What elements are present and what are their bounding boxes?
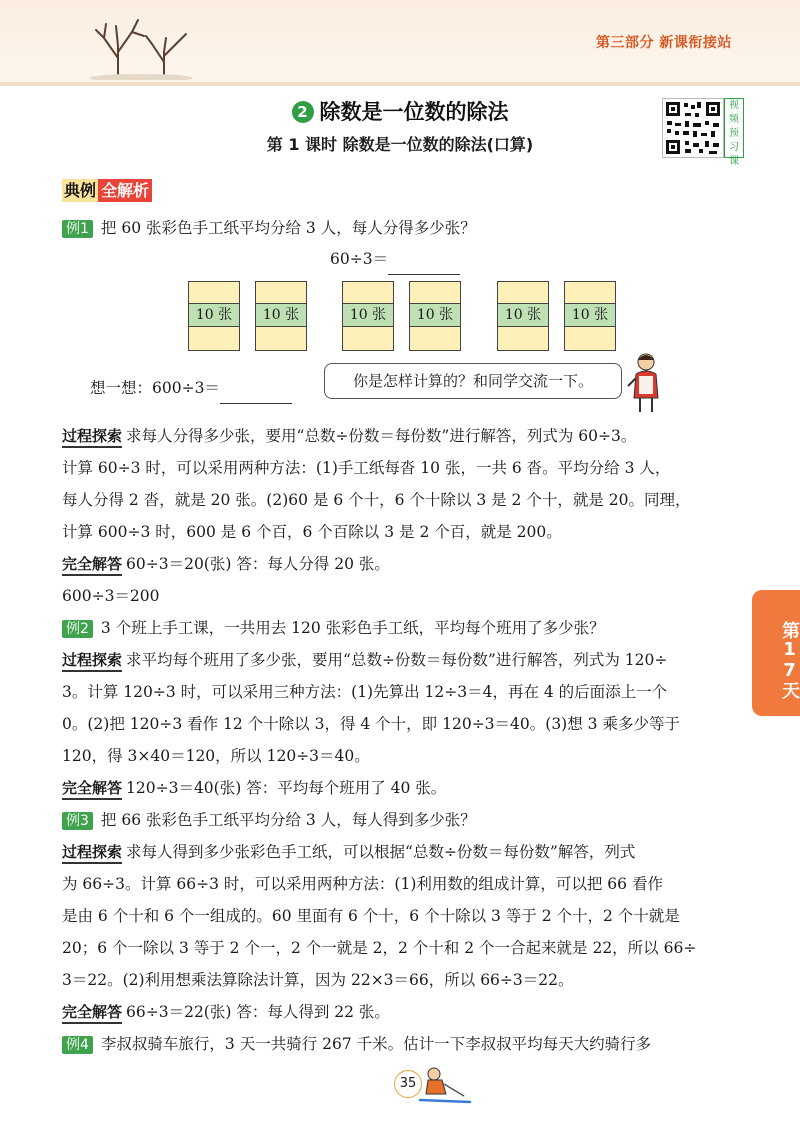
ex1-process-text: 求每人分得多少张，要用“总数÷份数＝每份数”进行解答，列式为 60÷3。 (126, 427, 637, 445)
ex2-question: 3 个班上手工课，一共用去 120 张彩色手工纸，平均每个班用了多少张？ (100, 619, 605, 637)
ex2-process-line-4: 120，得 3×40＝120，所以 120÷3＝40。 (62, 747, 370, 765)
section-title-text: 除数是一位数的除法 (319, 100, 509, 124)
card-label: 10 张 (189, 303, 239, 327)
ex3-process-line-1 (62, 836, 635, 868)
qr-side-label: 视频预习课 (724, 98, 744, 158)
paper-stack-card (564, 281, 616, 351)
ex3-process-line-4: 20；6 个一除以 3 等于 2 个一，2 个一就是 2，2 个十和 2 个一合起来就是 22，所以 66÷ (62, 939, 697, 957)
page-number: 35 (394, 1070, 422, 1098)
ex2-answer-line (62, 772, 446, 804)
ex3-answer-tag: 完全解答 (62, 1003, 122, 1024)
ex1-equation-line (330, 243, 460, 275)
ex3-process-line-3: 是由 6 个十和 6 个一组成的。60 里面有 6 个十，6 个十除以 3 等于 2 个十，2 个十就是 (62, 907, 680, 925)
badge-part1: 典例 (64, 181, 97, 200)
ex1-tag: 例1 (62, 220, 93, 238)
paper-stack-card (497, 281, 549, 351)
card-label: 10 张 (343, 303, 393, 327)
ex1-question: 把 60 张彩色手工纸平均分给 3 人，每人分得多少张？ (100, 219, 476, 237)
speech-bubble: 你是怎样计算的？和同学交流一下。 (324, 363, 622, 399)
ex1-think-line (90, 372, 292, 404)
ex1-answer-tag: 完全解答 (62, 555, 122, 576)
ex2-process-text: 求平均每个班用了多少张，要用“总数÷份数＝每份数”进行解答，列式为 120÷ (126, 651, 668, 669)
ex1-equation: 60÷3＝ (330, 250, 389, 268)
badge-part2: 全解析 (98, 179, 152, 202)
ex1-answer-line-2: 600÷3＝200 (62, 587, 160, 605)
paper-stack-card (409, 281, 461, 351)
paper-stack-card (188, 281, 240, 351)
ex3-tag: 例3 (62, 812, 93, 830)
card-label: 10 张 (565, 303, 615, 327)
ex3-answer-line (62, 996, 390, 1028)
ex2-process-line-2: 3。计算 120÷3 时，可以采用三种方法：(1)先算出 12÷3＝4，再在 4 的后面添上一个 (62, 683, 668, 701)
ex3-process-text: 求每人得到多少张彩色手工纸，可以根据“总数÷份数＝每份数”解答，列式 (126, 843, 636, 861)
examples-badge (62, 178, 152, 201)
ex4-tag: 例4 (62, 1036, 93, 1054)
part-label: 第三部分 新课衔接站 (596, 35, 732, 51)
ex1-question-line (62, 212, 476, 244)
ex2-question-line (62, 612, 605, 644)
ex1-think: 想一想：600÷3＝ (90, 379, 220, 397)
card-label: 10 张 (410, 303, 460, 327)
ex1-process-line-1 (62, 420, 636, 452)
ex3-answer: 66÷3＝22(张) 答：每人得到 22 张。 (126, 1003, 390, 1021)
skier-illustration (418, 1066, 474, 1106)
ex3-process-line-5: 3＝22。(2)利用想乘法算除法计算，因为 22×3＝66，所以 66÷3＝22。 (62, 971, 574, 989)
ex2-process-line-3: 0。(2)把 120÷3 看作 12 个十除以 3，得 4 个十，即 120÷3＝40。(3)想 3 乘多少等于 (62, 715, 680, 733)
paper-stack-card (342, 281, 394, 351)
ex3-question-line (62, 804, 476, 836)
ex1-think-blank[interactable] (220, 383, 292, 404)
ex3-process-tag: 过程探索 (62, 843, 122, 864)
ex1-blank[interactable] (388, 254, 460, 275)
ex4-question-line (62, 1028, 651, 1060)
ex1-process-line-2: 计算 60÷3 时，可以采用两种方法：(1)手工纸每沓 10 张，一共 6 沓。平均分给 3 人， (62, 459, 671, 477)
ex1-answer-line (62, 548, 390, 580)
ex1-answer: 60÷3＝20(张) 答：每人分得 20 张。 (126, 555, 390, 573)
card-label: 10 张 (256, 303, 306, 327)
ex3-question: 把 66 张彩色手工纸平均分给 3 人，每人得到多少张？ (100, 811, 476, 829)
qr-code[interactable] (662, 98, 724, 158)
tree-illustration (86, 8, 196, 80)
ex1-process-tag: 过程探索 (62, 427, 122, 448)
ex4-question: 李叔叔骑车旅行，3 天一共骑行 267 千米。估计一下李叔叔平均每天大约骑行多 (100, 1035, 652, 1053)
lesson-title: 第 1 课时 除数是一位数的除法(口算) (266, 135, 534, 154)
ex2-answer: 120÷3＝40(张) 答：平均每个班用了 40 张。 (126, 779, 447, 797)
ex2-process-line-1 (62, 644, 667, 676)
section-number: 2 (292, 101, 314, 123)
ex1-process-line-3: 每人分得 2 沓，就是 20 张。(2)60 是 6 个十，6 个十除以 3 是 2 个十，就是 20。同理， (62, 491, 691, 509)
day-side-tab: 第17天 (752, 590, 800, 716)
paper-stack-card (255, 281, 307, 351)
teacher-illustration (624, 352, 668, 414)
ex2-answer-tag: 完全解答 (62, 779, 122, 800)
ex2-tag: 例2 (62, 620, 93, 638)
ex2-process-tag: 过程探索 (62, 651, 122, 672)
ex3-process-line-2: 为 66÷3。计算 66÷3 时，可以采用两种方法：(1)利用数的组成计算，可以把 66 看作 (62, 875, 663, 893)
card-label: 10 张 (498, 303, 548, 327)
ex1-process-line-4: 计算 600÷3 时，600 是 6 个百，6 个百除以 3 是 2 个百，就是 200。 (62, 523, 562, 541)
